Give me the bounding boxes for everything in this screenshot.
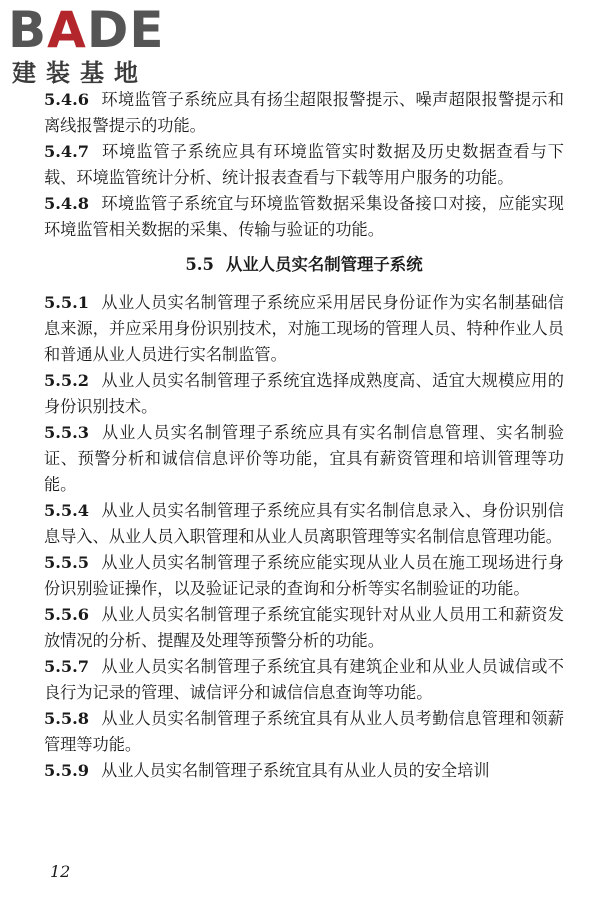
page-number: 12: [50, 862, 71, 881]
clause: 5.4.7 环境监管子系统应具有环境监管实时数据及历史数据查看与下载、环境监管统计分析、统计报表查看与下载等用户服务的功能。: [44, 142, 564, 187]
clause: 5.5.6 从业人员实名制管理子系统宜能实现针对从业人员用工和薪资发放情况的分析、提醒及处理等预警分析的功能。: [44, 604, 564, 650]
clause: 5.5.9 从业人员实名制管理子系统宜具有从业人员的安全培训: [44, 760, 490, 780]
logo-subtitle: 建装基地: [12, 59, 148, 87]
clause: 5.4.8 环境监管子系统宜与环境监管数据采集设备接口对接，应能实现环境监管相关数据的采集、传输与验证的功能。: [44, 194, 564, 239]
page-content: [44, 87, 564, 784]
clause: 5.4.6 环境监管子系统应具有扬尘超限报警提示、噪声超限报警提示和离线报警提示的功能。: [44, 90, 564, 135]
clause: 5.5.1 从业人员实名制管理子系统应采用居民身份证作为实名制基础信息来源，并应采用身份识别技术，对施工现场的管理人员、特种作业人员和普通从业人员进行实名制监管。: [44, 293, 564, 364]
logo: [8, 1, 178, 90]
logo-wordmark: BADE: [8, 1, 165, 59]
clause: 5.5.7 从业人员实名制管理子系统宜具有建筑企业和从业人员诚信或不良行为记录的管理、诚信评分和诚信信息查询等功能。: [44, 656, 564, 702]
clause: 5.5.4 从业人员实名制管理子系统应具有实名制信息录入、身份识别信息导入、从业人员入职管理和从业人员离职管理等实名制信息管理功能。: [44, 500, 564, 546]
clause: 5.5.2 从业人员实名制管理子系统宜选择成熟度高、适宜大规模应用的身份识别技术。: [44, 371, 564, 416]
clause: 5.5.3 从业人员实名制管理子系统应具有实名制信息管理、实名制验证、预警分析和诚信信息评价等功能，宜具有薪资管理和培训管理等功能。: [44, 423, 564, 494]
clause: 5.5.5 从业人员实名制管理子系统应能实现从业人员在施工现场进行身份识别验证操作，以及验证记录的查询和分析等实名制验证的功能。: [44, 552, 564, 598]
clause: 5.5.8 从业人员实名制管理子系统宜具有从业人员考勤信息管理和领薪管理等功能。: [44, 708, 564, 754]
section-heading: 5.5 从业人员实名制管理子系统: [185, 255, 423, 275]
